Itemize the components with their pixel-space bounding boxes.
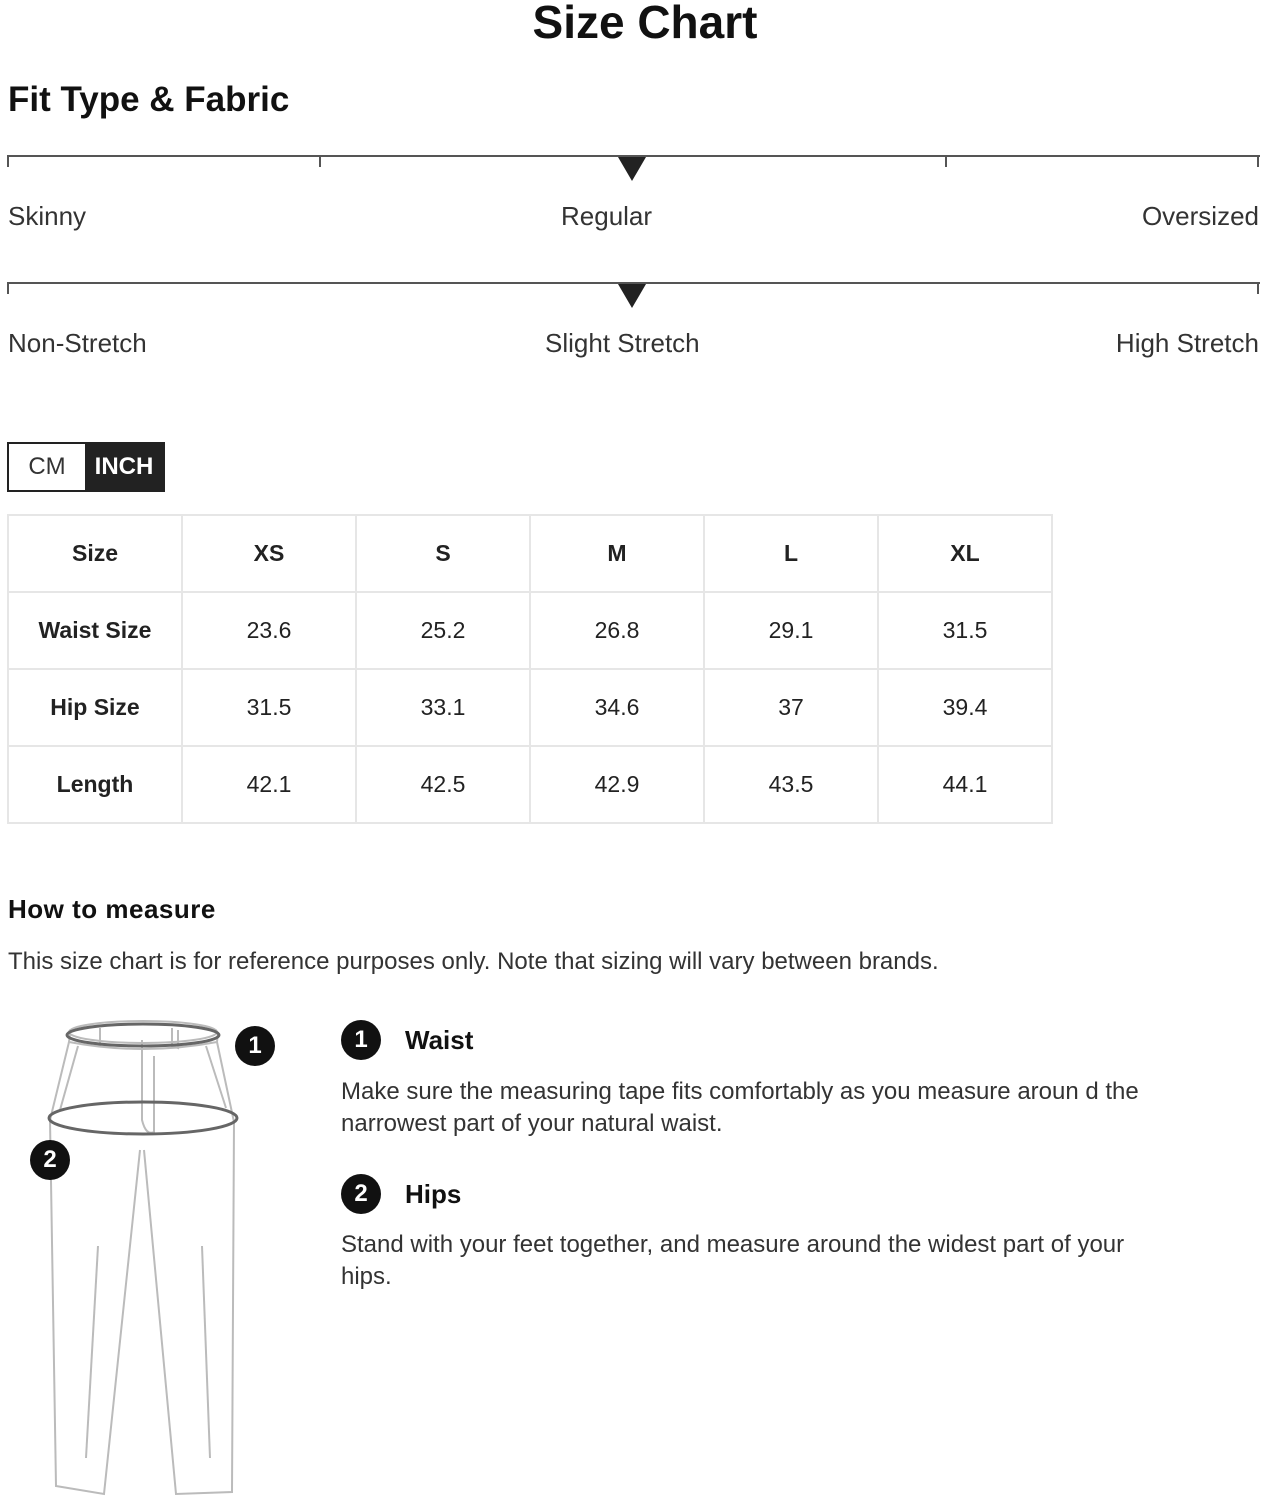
fabric-label-non-stretch: Non-Stretch [8, 328, 147, 358]
fabric-scale-tick [1257, 282, 1259, 294]
page-title: Size Chart [532, 0, 758, 48]
table-cell: 33.1 [356, 669, 530, 746]
table-cell: 26.8 [530, 592, 704, 669]
fit-label-oversized: Oversized [1141, 201, 1259, 231]
step-description-hips: Stand with your feet together, and measure around the widest part of your hips. [341, 1231, 1125, 1290]
table-cell: 37 [704, 669, 878, 746]
table-header-cell: M [530, 515, 704, 592]
step-title-hips: Hips [405, 1179, 462, 1209]
fit-scale-tick [945, 155, 947, 167]
table-cell: 42.1 [182, 746, 356, 823]
table-header-row [8, 515, 1052, 592]
step-title-waist: Waist [405, 1025, 474, 1055]
how-to-measure-note: This size chart is for reference purposes only. Note that sizing will vary between brands. [8, 948, 939, 975]
table-cell: 29.1 [704, 592, 878, 669]
table-cell: 43.5 [704, 746, 878, 823]
table-cell: 39.4 [878, 669, 1052, 746]
unit-toggle [7, 442, 165, 492]
table-cell: 44.1 [878, 746, 1052, 823]
step-number-waist: 1 [341, 1020, 381, 1060]
fit-fabric-title: Fit Type & Fabric [8, 80, 290, 119]
table-header-cell: L [704, 515, 878, 592]
table-header-cell: XL [878, 515, 1052, 592]
table-row-label: Waist Size [8, 592, 182, 669]
table-header-cell: Size [8, 515, 182, 592]
pants-diagram-icon [20, 1010, 290, 1500]
fit-scale-tick [1257, 155, 1259, 167]
fit-scale-tick [7, 155, 9, 167]
size-table [7, 514, 1053, 824]
fit-scale-marker-icon [618, 157, 646, 181]
fit-label-regular: Regular [561, 201, 653, 231]
table-header-cell: XS [182, 515, 356, 592]
table-row [8, 592, 1052, 669]
unit-inch-button[interactable]: INCH [85, 444, 163, 490]
table-cell: 42.9 [530, 746, 704, 823]
table-cell: 23.6 [182, 592, 356, 669]
unit-cm-button[interactable]: CM [9, 444, 85, 490]
table-cell: 31.5 [182, 669, 356, 746]
table-row-label: Length [8, 746, 182, 823]
table-cell: 25.2 [356, 592, 530, 669]
fabric-scale-marker-icon [618, 284, 646, 308]
fit-scale-tick [319, 155, 321, 167]
table-cell: 34.6 [530, 669, 704, 746]
fabric-label-high-stretch: High Stretch [1115, 328, 1259, 358]
how-to-measure-title: How to measure [8, 894, 216, 924]
fit-label-skinny: Skinny [8, 201, 87, 231]
fabric-scale-tick [7, 282, 9, 294]
diagram-marker-waist: 1 [235, 1026, 275, 1066]
table-cell: 42.5 [356, 746, 530, 823]
table-cell: 31.5 [878, 592, 1052, 669]
table-row [8, 669, 1052, 746]
fabric-label-slight-stretch: Slight Stretch [545, 328, 700, 358]
table-header-cell: S [356, 515, 530, 592]
diagram-marker-hips: 2 [30, 1140, 70, 1180]
table-row [8, 746, 1052, 823]
step-number-hips: 2 [341, 1174, 381, 1214]
step-description-waist: Make sure the measuring tape fits comfortably as you measure aroun d the narrowest part of your natural waist. [341, 1078, 1139, 1137]
table-row-label: Hip Size [8, 669, 182, 746]
